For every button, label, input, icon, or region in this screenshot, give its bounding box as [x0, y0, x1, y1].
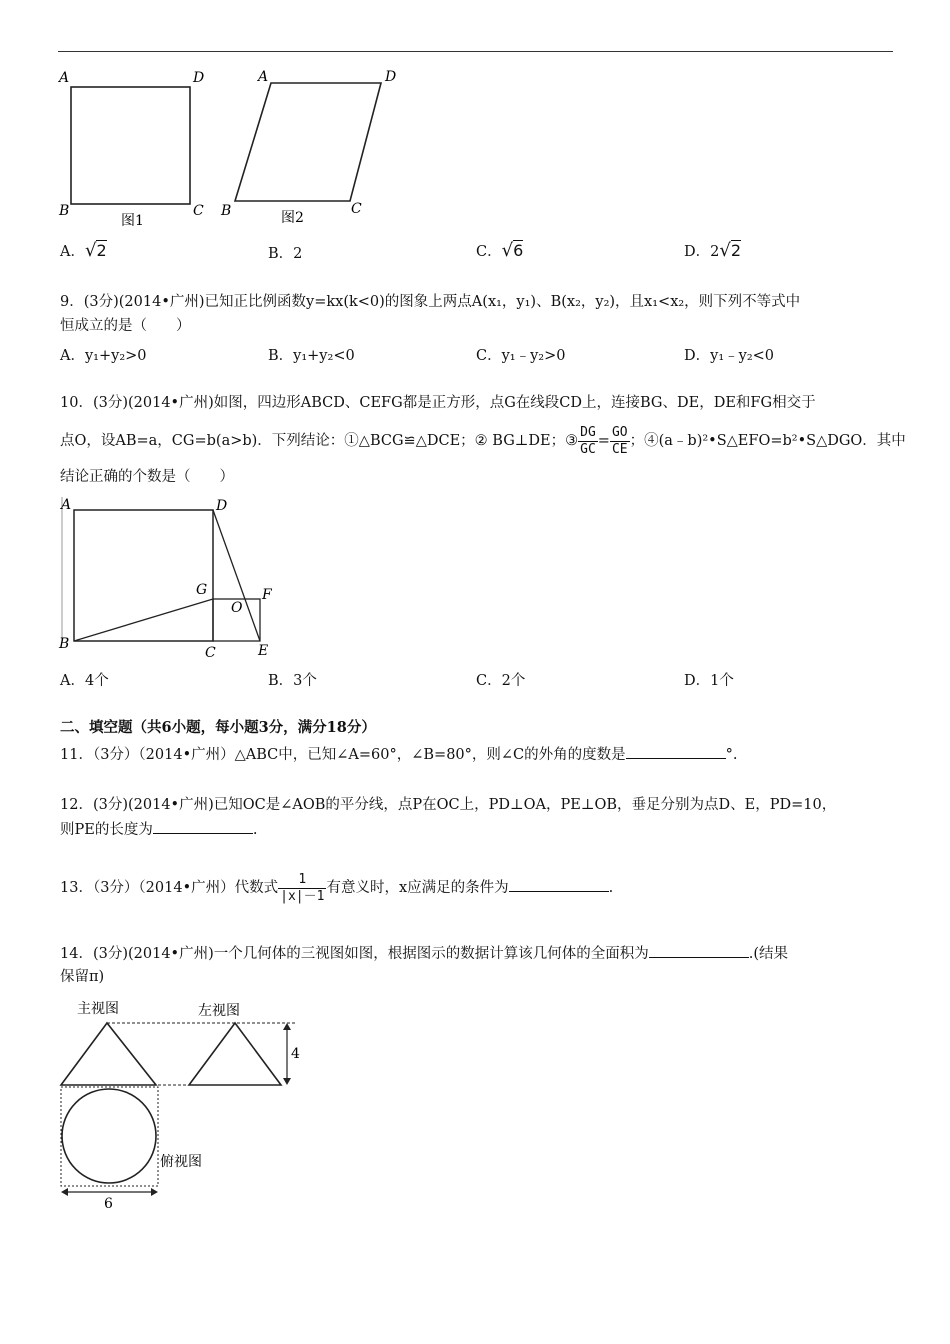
front-view-label: 主视图 — [77, 1001, 119, 1017]
q14-stem-line1: 14．(3分)(2014•广州)一个几何体的三视图如图，根据图示的数据计算该几何体的全面积为 .(结果 — [60, 943, 788, 964]
top-view-circle — [62, 1089, 156, 1183]
header-rule — [58, 51, 893, 52]
segment-bg — [74, 599, 213, 641]
section-heading-fill-in: 二、填空题（共6小题，每小题3分，满分18分） — [60, 719, 376, 736]
q11-stem: 11．（3分）（2014•广州）△ABC中，已知∠A=60°，∠B=80°，则∠C的外角的度数是 °. — [60, 744, 738, 765]
q12-stem-line1: 12．(3分)(2014•广州)已知OC是∠AOB的平分线，点P在OC上，PD⊥OA，PE⊥OB，垂足分别为点D、E，PD=10， — [60, 797, 837, 813]
q8-option-a[interactable]: A．√2 — [60, 240, 107, 261]
fig1-label-b: B — [59, 203, 70, 219]
q14-three-views-figure — [55, 995, 315, 1215]
label-e: E — [258, 643, 269, 659]
q14-stem-line2: 保留π) — [60, 969, 105, 985]
width-label: 6 — [104, 1196, 113, 1212]
left-view-label: 左视图 — [198, 1003, 240, 1019]
q12-answer-blank[interactable] — [153, 819, 253, 834]
q10-stem-line1: 10．(3分)(2014•广州)如图，四边形ABCD、CEFG都是正方形，点G在线段CD上，连接BG、DE，DE和FG相交于 — [60, 395, 816, 411]
fig1-label-d: D — [193, 70, 205, 86]
fig1-caption: 图1 — [121, 213, 144, 229]
q8-option-c[interactable]: C．√6 — [476, 240, 524, 261]
fig2-label-b: B — [221, 203, 232, 219]
q10-option-a[interactable]: A．4个 — [60, 673, 109, 689]
label-f: F — [262, 587, 272, 603]
q10-stem-line2: 点O，设AB=a，CG=b(a>b)．下列结论：①△BCG≌△DCE；② BG⊥DE；③ $\frac{DG}{GC}$ = $\frac{GO}{CE}$ ；④(a﹣b)²•S△EFO=b²•S△DGO．其中 — [60, 424, 906, 457]
segment-de — [213, 510, 260, 641]
q14-answer-blank[interactable] — [649, 943, 749, 958]
label-b: B — [59, 636, 70, 652]
square-abcd — [71, 87, 190, 204]
label-a: A — [61, 497, 72, 513]
q10-fraction-go-ce: $\frac{GO}{CE}$ — [611, 424, 628, 457]
q10-option-b[interactable]: B．3个 — [268, 673, 317, 689]
q13-answer-blank[interactable] — [509, 877, 609, 892]
q12-stem-line2: 则PE的长度为 . — [60, 819, 257, 840]
q8-option-b[interactable]: B．2 — [268, 246, 303, 262]
fig1-label-a: A — [59, 70, 70, 86]
q11-answer-blank[interactable] — [626, 744, 726, 759]
q9-option-d[interactable]: D．y₁﹣y₂<0 — [684, 348, 775, 364]
q13-fraction: $\frac{1}{|x|-1}$ — [280, 871, 325, 904]
q8-option-d[interactable]: D．2√2 — [684, 240, 742, 261]
height-label: 4 — [291, 1046, 300, 1062]
front-view-triangle — [61, 1023, 156, 1085]
q10-option-c[interactable]: C．2个 — [476, 673, 526, 689]
top-view-label: 俯视图 — [160, 1154, 202, 1170]
q10-fraction-dg-gc: $\frac{DG}{GC}$ — [580, 424, 596, 457]
q9-stem-line1: 9．(3分)(2014•广州)已知正比例函数y=kx(k<0)的图象上两点A(x₁，y₁)、B(x₂，y₂)，且x₁<x₂，则下列不等式中 — [60, 294, 801, 310]
label-g: G — [196, 582, 208, 598]
label-o: O — [231, 600, 243, 616]
q13-stem: 13．（3分）（2014•广州）代数式 $\frac{1}{|x|-1}$ 有意义时，x应满足的条件为 . — [60, 871, 614, 904]
fig2-label-c: C — [351, 201, 362, 217]
label-d: D — [216, 498, 228, 514]
square-abcd — [74, 510, 213, 641]
fig2-label-a: A — [258, 69, 269, 85]
label-c: C — [205, 645, 216, 661]
q8-figures — [55, 65, 415, 230]
parallelogram-abcd — [235, 83, 381, 201]
q10-stem-line3: 结论正确的个数是（ ） — [60, 469, 234, 485]
q10-option-d[interactable]: D．1个 — [684, 673, 734, 689]
q9-stem-line2: 恒成立的是（ ） — [60, 318, 191, 334]
q10-figure — [55, 493, 285, 663]
q9-option-a[interactable]: A．y₁+y₂>0 — [60, 348, 147, 364]
fig1-label-c: C — [193, 203, 204, 219]
left-view-triangle — [189, 1023, 281, 1085]
q9-option-b[interactable]: B．y₁+y₂<0 — [268, 348, 355, 364]
q9-option-c[interactable]: C．y₁﹣y₂>0 — [476, 348, 566, 364]
fig2-label-d: D — [385, 69, 397, 85]
fig2-caption: 图2 — [281, 210, 304, 226]
